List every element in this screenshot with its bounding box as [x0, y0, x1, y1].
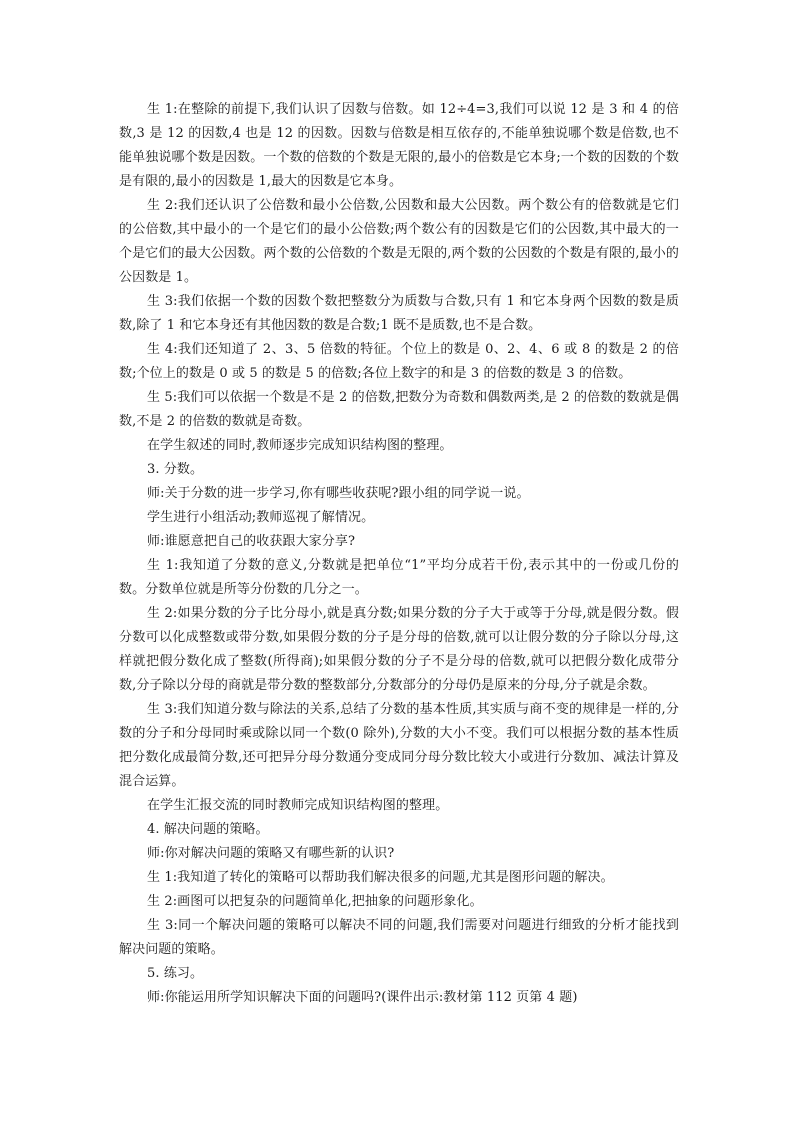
paragraph-student2-drawing: 生 2:画图可以把复杂的问题简单化,把抽象的问题形象化。 — [147, 894, 483, 909]
paragraph-teacher-question-1: 师:关于分数的进一步学习,你有哪些收获呢?跟小组的同学说一说。 — [147, 486, 530, 501]
paragraph-student5-odd-even: 生 5:我们可以依据一个数是不是 2 的倍数,把数分为奇数和偶数两类,是 2 的倍数的数就是偶数,不是 2 的倍数的数就是奇数。 — [119, 390, 679, 429]
paragraph-teacher-note-2: 在学生汇报交流的同时教师完成知识结构图的整理。 — [147, 798, 449, 813]
section-heading-fractions: 3. 分数。 — [147, 462, 204, 477]
section-heading-strategies: 4. 解决问题的策略。 — [147, 822, 269, 837]
paragraph-student4-divisibility: 生 4:我们还知道了 2、3、5 倍数的特征。个位上的数是 0、2、4、6 或 8 的数是 2 的倍数;个位上的数是 0 或 5 的数是 5 的倍数;各位上数字的和是 3 的倍数的数是 3 的倍数。 — [119, 342, 679, 381]
paragraph-teacher-question-3: 师:你对解决问题的策略又有哪些新的认识? — [147, 846, 395, 861]
paragraph-student3-strategy: 生 3:同一个解决问题的策略可以解决不同的问题,我们需要对问题进行细致的分析才能找到解决问题的策略。 — [119, 918, 679, 957]
document-page — [119, 98, 679, 1010]
paragraph-group-activity: 学生进行小组活动;教师巡视了解情况。 — [147, 510, 375, 525]
paragraph-student3-primes: 生 3:我们依据一个数的因数个数把整数分为质数与合数,只有 1 和它本身两个因数的数是质数,除了 1 和它本身还有其他因数的数是合数;1 既不是质数,也不是合数。 — [119, 294, 679, 333]
paragraph-teacher-question-4: 师:你能运用所学知识解决下面的问题吗?(课件出示:教材第 112 页第 4 题) — [147, 990, 578, 1005]
section-heading-practice: 5. 练习。 — [147, 966, 204, 981]
paragraph-student1-transformation: 生 1:我知道了转化的策略可以帮助我们解决很多的问题,尤其是图形问题的解决。 — [147, 870, 614, 885]
paragraph-student1-fraction-meaning: 生 1:我知道了分数的意义,分数就是把单位“1”平均分成若干份,表示其中的一份或几份的数。分数单位就是所等分份数的几分之一。 — [119, 558, 679, 597]
paragraph-student1-factors-multiples: 生 1:在整除的前提下,我们认识了因数与倍数。如 12÷4=3,我们可以说 12 是 3 和 4 的倍数,3 是 12 的因数,4 也是 12 的因数。因数与倍数是相互依存的,不能单独说哪个数是倍数,也不能单独说哪个数是因数。一个数的倍数的个数是无限的,最小的倍数是它本身;一个数的因数的个数是有限的,最小的因数是 1,最大的因数是它本身。 — [119, 102, 679, 189]
paragraph-student2-proper-improper: 生 2:如果分数的分子比分母小,就是真分数;如果分数的分子大于或等于分母,就是假分数。假分数可以化成整数或带分数,如果假分数的分子是分母的倍数,就可以让假分数的分子除以分母,这样就把假分数化成了整数(所得商);如果假分数的分子不是分母的倍数,就可以把假分数化成带分数,分子除以分母的商就是带分数的整数部分,分数部分的分母仍是原来的分母,分子就是余数。 — [119, 606, 679, 693]
paragraph-student3-fraction-properties: 生 3:我们知道分数与除法的关系,总结了分数的基本性质,其实质与商不变的规律是一样的,分数的分子和分母同时乘或除以同一个数(0 除外),分数的大小不变。我们可以根据分数的基本性质把分数化成最简分数,还可把异分母分数通分变成同分母分数比较大小或进行分数加、减法计算及混合运算。 — [119, 702, 679, 789]
paragraph-teacher-question-2: 师:谁愿意把自己的收获跟大家分享? — [147, 534, 356, 549]
paragraph-student2-common-multiples: 生 2:我们还认识了公倍数和最小公倍数,公因数和最大公因数。两个数公有的倍数就是它们的公倍数,其中最小的一个是它们的最小公倍数;两个数公有的因数是它们的公因数,其中最大的一个是它们的最大公因数。两个数的公倍数的个数是无限的,两个数的公因数的个数是有限的,最小的公因数是 1。 — [119, 198, 679, 285]
paragraph-teacher-note-1: 在学生叙述的同时,教师逐步完成知识结构图的整理。 — [147, 438, 453, 453]
